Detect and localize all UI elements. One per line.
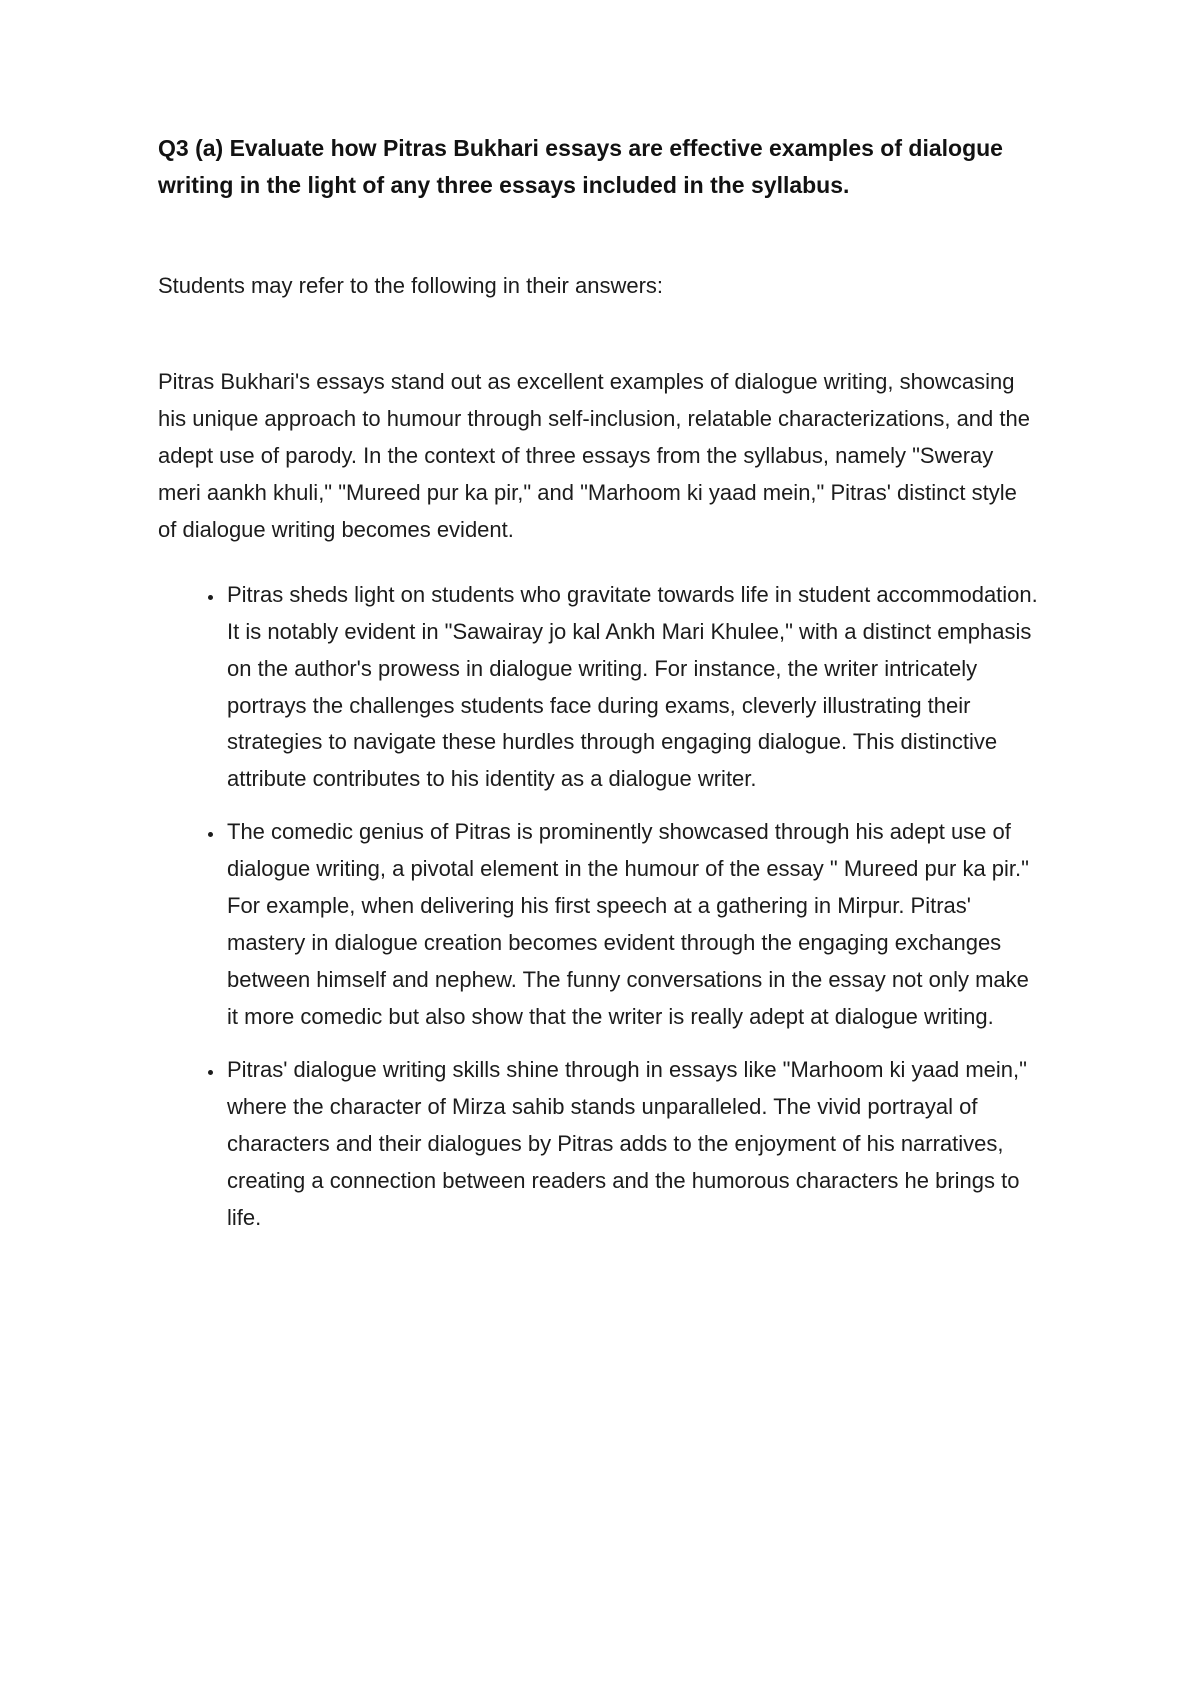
question-heading: Q3 (a) Evaluate how Pitras Bukhari essays are effective examples of dialogue writing in the light of any three essays included in the syllabus.: [158, 135, 1003, 198]
overview-paragraph: Pitras Bukhari's essays stand out as excellent examples of dialogue writing, showcasing his unique approach to humour through self-inclusion, relatable characterizations, and the adept use of parody. In the context of three essays from the syllabus, namely "Sweray meri aankh khuli," "Mureed pur ka pir," and "Marhoom ki yaad mein," Pitras' distinct style of dialogue writing becomes evident.: [158, 368, 1030, 542]
intro-line: Students may refer to the following in their answers:: [158, 272, 664, 298]
bullet-item: • Pitras' dialogue writing skills shine through in essays like "Marhoom ki yaad mein," where the character of Mirza sahib stands unparalleled. The vivid portrayal of characters and their dialogues by Pitras adds to the enjoyment of his narratives, creating a connection between readers and the humorous characters he brings to life.: [225, 1052, 1038, 1237]
bullet-item: • Pitras sheds light on students who gravitate towards life in student accommodation. It is notably evident in "Sawairay jo kal Ankh Mari Khulee," with a distinct emphasis on the author's prowess in dialogue writing. For instance, the writer intricately portrays the challenges students face during exams, cleverly illustrating their strategies to navigate these hurdles through engaging dialogue. This distinctive attribute contributes to his identity as a dialogue writer.: [225, 577, 1038, 799]
bullet-item: • The comedic genius of Pitras is prominently showcased through his adept use of dialogue writing, a pivotal element in the humour of the essay " Mureed pur ka pir." For example, when delivering his first speech at a gathering in Mirpur. Pitras' mastery in dialogue creation becomes evident through the engaging exchanges between himself and nephew. The funny conversations in the essay not only make it more comedic but also show that the writer is really adept at dialogue writing.: [225, 814, 1038, 1036]
answer-bullet-list: [158, 577, 1038, 1237]
